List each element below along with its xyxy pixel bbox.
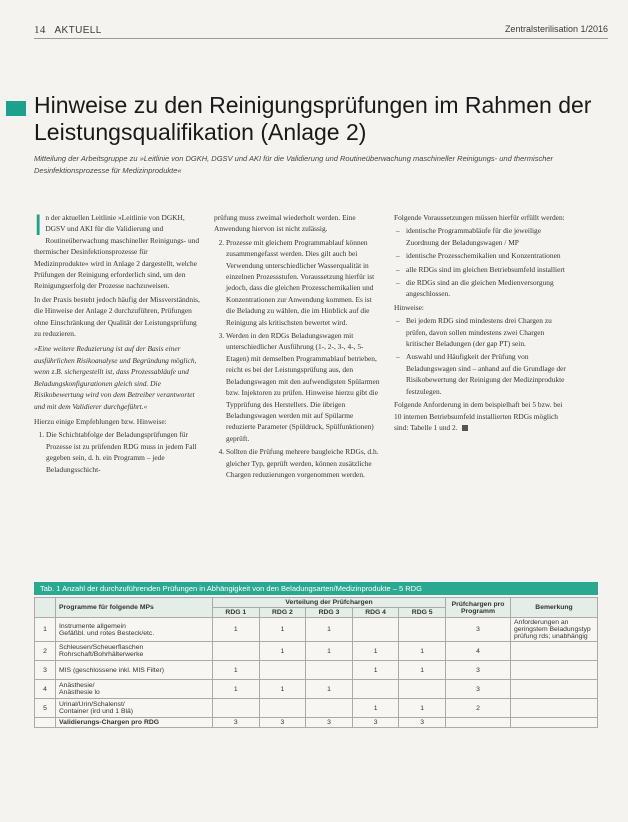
closing-text: Folgende Anforderung in dem beispielhaft bei 5 bzw. bei 10 internen Betriebsumfeld installierten RDGs möglich sind: Tabelle 1 und 2. xyxy=(394,400,563,432)
rdg-cell: 1 xyxy=(352,642,399,661)
list-item: 3. Werden in den RDGs Beladungswagen mit unterschiedlicher Ausführung (1-, 2-, 3-, 4-, 5-Etagen) mit demselben Programmablauf betrieben, reicht es bei der Leistungsprüfung aus, den Beladungswagen mit den aufwendigsten Spülarmen bzw. Injektoren zu prüfen. Hinweise hierzu gibt die Typprüfung des Herstellers. Die übrigen Beladungswagen werden mit auf Spülarme reduzierte Parameter (Spüldruck, Spülfunktionen) geprüft. xyxy=(226,330,380,444)
rdg-header: RDG 3 xyxy=(306,608,353,618)
rdg-cell xyxy=(259,661,306,680)
footer-cell: 3 xyxy=(213,718,260,728)
rdg-cell: 1 xyxy=(399,642,446,661)
title-accent-bar xyxy=(6,101,26,116)
header-rule xyxy=(34,38,608,39)
per-program-cell: 3 xyxy=(446,661,511,680)
numbered-list xyxy=(34,429,200,475)
row-label: Anästhesie/ Anästhesie lo xyxy=(56,680,213,699)
rdg-cell xyxy=(352,680,399,699)
row-number: 3 xyxy=(35,661,56,680)
table-row xyxy=(35,661,598,680)
rdg-cell xyxy=(399,618,446,642)
rdg-cell: 1 xyxy=(259,680,306,699)
paragraph: Hinweise: xyxy=(394,302,424,312)
list-item: 1. Die Schichtabfolge der Beladungsprüfungen für Prozesse ist zu prüfenden RDG muss in jedem Fall gegeben sein, d. h. ein Programm – jede Beladungsschicht- xyxy=(46,429,200,475)
drop-cap: I xyxy=(34,209,43,242)
footer-cell: 3 xyxy=(352,718,399,728)
rdg-header: RDG 4 xyxy=(352,608,399,618)
column-3 xyxy=(394,212,570,435)
rdg-cell xyxy=(213,642,260,661)
remark-header: Bemerkung xyxy=(511,598,598,618)
per-program-cell: 4 xyxy=(446,642,511,661)
table-caption: Tab. 1 Anzahl der durchzuführenden Prüfungen in Abhängigkeit von den Beladungsarten/Medizinprodukte – 5 RDG xyxy=(34,582,598,595)
row-number: 1 xyxy=(35,618,56,642)
page-number: 14 xyxy=(34,24,46,36)
journal-label: Zentralsterilisation 1/2016 xyxy=(504,24,608,34)
row-number: 2 xyxy=(35,642,56,661)
rdg-cell: 1 xyxy=(306,618,353,642)
intro-text: n der aktuellen Leitlinie »Leitlinie von DGKH, DGSV und AKI für die Validierung und Routineüberwachung maschineller Reinigungs- und thermischer Desinfektionsprozesse für Medizinprodukte« wird in Anlage 2 dargestellt, welche Prüfungen der Reinigung erforderlich sind, um den Reinigungserfolg der Prozesse nachzuweisen. xyxy=(34,213,200,291)
footer-label: Validierungs-Chargen pro RDG xyxy=(56,718,213,728)
quote: »Eine weitere Reduzierung ist auf der Basis einer ausführlichen Risikoanalyse und Begründung möglich, wenn z.B. sichergestellt ist, dass Prozessabläufe und Beladungskonfigurationen gleich sind. Die Risikobewertung wird von dem Betreiber verantwortet und mit dem Validierer durchgeführt.« xyxy=(34,344,197,411)
bullet-list xyxy=(394,225,570,299)
rdg-header: RDG 1 xyxy=(213,608,260,618)
programs-header: Programme für folgende MPs xyxy=(56,598,213,618)
per-program-cell: 2 xyxy=(446,699,511,718)
footer-empty xyxy=(446,718,511,728)
row-number: 5 xyxy=(35,699,56,718)
num-header xyxy=(35,598,56,618)
rdg-cell: 1 xyxy=(259,642,306,661)
per-program-cell: 3 xyxy=(446,680,511,699)
rdg-cell: 1 xyxy=(352,661,399,680)
remark-cell xyxy=(511,642,598,661)
rdg-cell xyxy=(399,680,446,699)
table-header-row xyxy=(35,598,598,608)
rdg-cell: 1 xyxy=(399,661,446,680)
rdg-cell: 1 xyxy=(306,642,353,661)
per-program-header: Prüfchargen pro Programm xyxy=(446,598,511,618)
table-row xyxy=(35,680,598,699)
row-label: MIS (geschlossene inkl. MIS Filter) xyxy=(56,661,213,680)
footer-num xyxy=(35,718,56,728)
article-subtitle: Mitteilung der Arbeitsgruppe zu »Leitlinie von DGKH, DGSV und AKI für die Validierung und Routineüberwachung maschineller Reinigungs- und thermischer Desinfektionsprozesse für Medizinprodukte« xyxy=(34,154,554,175)
paragraph: Hierzu einige Empfehlungen bzw. Hinweise: xyxy=(34,416,167,426)
list-item: – die RDGs sind an die gleichen Medienversorgung angeschlossen. xyxy=(406,277,570,300)
paragraph: In der Praxis besteht jedoch häufig der Missverständnis, die Hinweise der Anlage 2 durchzuführen, Prüfungen ohne Einschränkung der Qualität der Leistungsprüfung zu reduzieren. xyxy=(34,294,200,339)
column-2 xyxy=(214,212,380,482)
rdg-header: RDG 2 xyxy=(259,608,306,618)
rdg-cell: 1 xyxy=(213,661,260,680)
rdg-cell xyxy=(213,699,260,718)
rdg-cell xyxy=(352,618,399,642)
distribution-header: Verteilung der Prüfchargen xyxy=(213,598,446,608)
rdg-cell xyxy=(306,699,353,718)
column-1 xyxy=(34,209,200,477)
footer-cell: 3 xyxy=(399,718,446,728)
list-item: – identische Prozesschemikalien und Konzentrationen xyxy=(406,250,570,261)
test-distribution-table xyxy=(34,597,598,728)
rdg-cell: 1 xyxy=(399,699,446,718)
remark-cell: Anforderungen an geringstem Beladungstyp prüfung rds; unabhängig xyxy=(511,618,598,642)
list-item: – alle RDGs sind im gleichen Betriebsumfeld installiert xyxy=(406,264,570,275)
table-footer-row xyxy=(35,718,598,728)
remark-cell xyxy=(511,661,598,680)
rdg-cell: 1 xyxy=(306,680,353,699)
rdg-header: RDG 5 xyxy=(399,608,446,618)
section-label: AKTUELL xyxy=(54,25,102,36)
rdg-cell: 1 xyxy=(213,618,260,642)
table-row xyxy=(35,618,598,642)
list-item: 4. Sollten die Prüfung mehrere baugleiche RDGs, d.h. gleicher Typ, geprüft werden, können zusätzliche Chargen reduzierungen vorgenommen werden. xyxy=(226,446,380,480)
numbered-list xyxy=(214,237,380,481)
row-label: Instrumente allgemein Gefäßbl. und rotes Besteck/etc. xyxy=(56,618,213,642)
rdg-cell xyxy=(259,699,306,718)
end-of-article-mark xyxy=(462,425,468,431)
remark-cell xyxy=(511,699,598,718)
paragraph xyxy=(394,399,570,433)
rdg-cell: 1 xyxy=(352,699,399,718)
remark-cell xyxy=(511,680,598,699)
running-header xyxy=(34,24,102,36)
footer-empty xyxy=(511,718,598,728)
list-item: 2. Prozesse mit gleichem Programmablauf können zusammengefasst werden. Dies gilt auch bei Verwendung unterschiedlicher Wasserqualität in einzelnen Prozessstufen. Voraussetzung hierfür ist jedoch, dass die gleichen Prozesschemikalien und Konzentrationen zur Anwendung kommen. Es ist die Beladung zu wählen, die im Hinblick auf die Reinigung als kritischsten bewertet wird. xyxy=(226,237,380,328)
footer-cell: 3 xyxy=(306,718,353,728)
table-row xyxy=(35,642,598,661)
per-program-cell: 3 xyxy=(446,618,511,642)
list-item: – identische Programmabläufe für die jeweilige Zuordnung der Beladungswagen / MP xyxy=(406,225,570,248)
paragraph: Folgende Voraussetzungen müssen hierfür erfüllt werden: xyxy=(394,213,565,222)
list-item: – Auswahl und Häufigkeit der Prüfung von Beladungswagen sind – anhand auf die Grundlage der Risikobewertung der Reinigung der Medizinprodukte festzulegen. xyxy=(406,351,570,397)
row-label: Schleusen/Scheuerflaschen Rohrschaft/Bohrhälterwerke xyxy=(56,642,213,661)
footer-cell: 3 xyxy=(259,718,306,728)
row-label: Urinal/Urin/Schalenst/ Container (ird und 1 Blä) xyxy=(56,699,213,718)
article-title: Hinweise zu den Reinigungsprüfungen im Rahmen der Leistungsqualifikation (Anlage 2) xyxy=(34,92,592,145)
rdg-cell: 1 xyxy=(259,618,306,642)
paragraph: prüfung muss zweimal wiederholt werden. Eine Anwendung hiervon ist nicht zulässig. xyxy=(214,213,356,234)
rdg-cell: 1 xyxy=(213,680,260,699)
intro-paragraph xyxy=(34,209,200,292)
row-number: 4 xyxy=(35,680,56,699)
list-item: – Bei jedem RDG sind mindestens drei Chargen zu prüfen, davon sollen mindestens zwei Chargen kritischer Beladungen (der gap PT) sein. xyxy=(406,315,570,349)
bullet-list xyxy=(394,315,570,397)
rdg-cell xyxy=(306,661,353,680)
table-row xyxy=(35,699,598,718)
